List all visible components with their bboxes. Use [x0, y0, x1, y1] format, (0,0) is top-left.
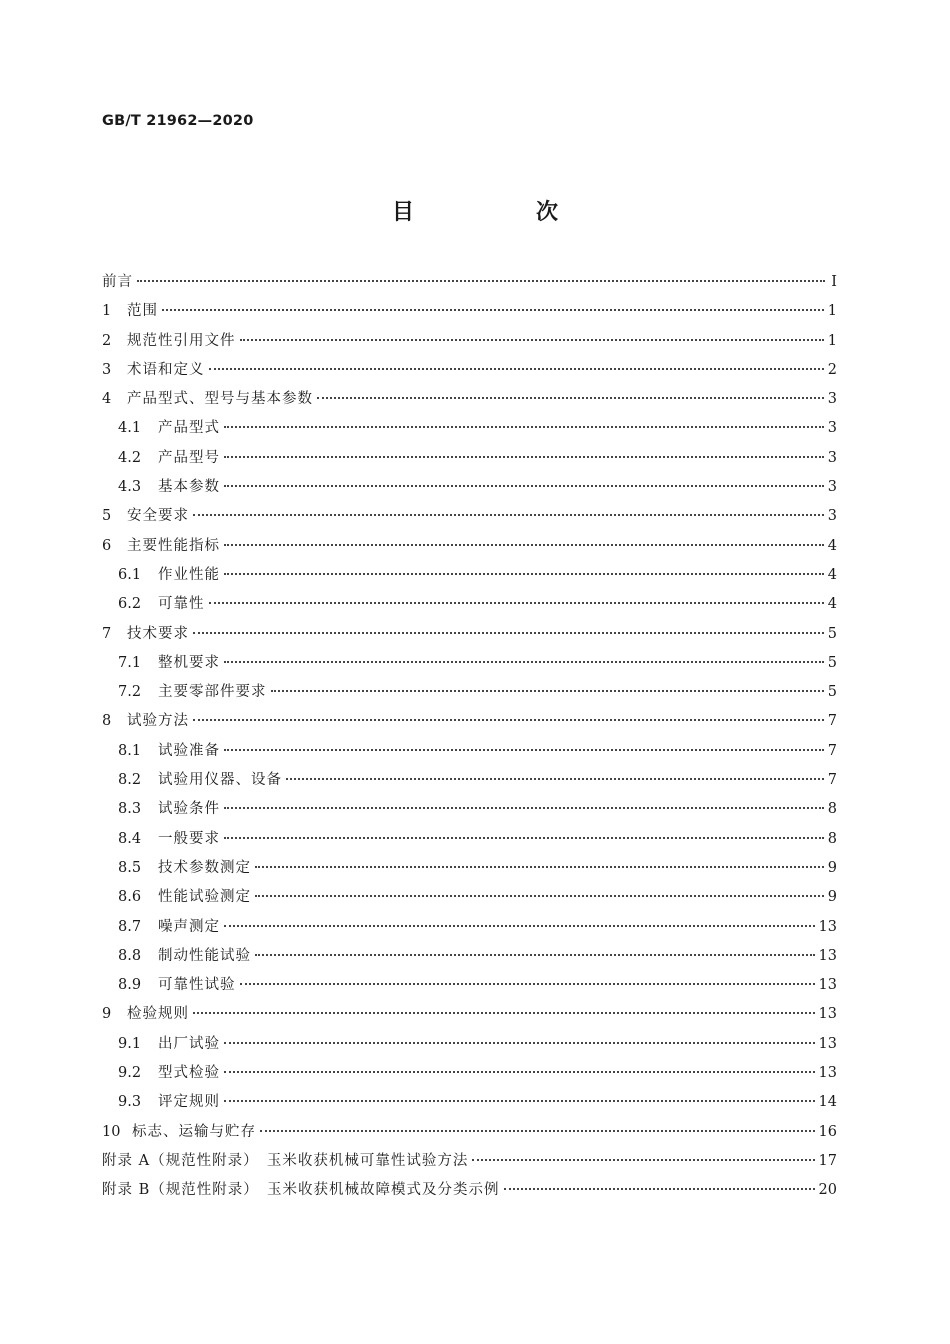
toc-entry-label: 可靠性 — [158, 596, 205, 613]
toc-entry-number: 4.3 — [118, 479, 142, 496]
toc-entry-number: 3 — [102, 361, 112, 378]
toc-entry-number: 4.1 — [118, 420, 142, 437]
toc-entry-number: 8.4 — [118, 830, 142, 847]
toc-entry-page: 4 — [827, 566, 837, 583]
toc-entry-page: 13 — [818, 947, 837, 964]
toc-entry-label: 检验规则 — [127, 1006, 189, 1023]
toc-entry[interactable] — [102, 563, 837, 592]
toc-entry[interactable] — [102, 768, 837, 797]
toc-entry-label: 产品型号 — [158, 449, 220, 466]
toc-entry-page: 13 — [818, 1006, 837, 1023]
toc-entry[interactable] — [102, 944, 837, 973]
toc-entry-label: 附录 A（规范性附录） 玉米收获机械可靠性试验方法 — [102, 1152, 469, 1169]
toc-entry[interactable] — [102, 797, 837, 826]
toc-entry-label: 规范性引用文件 — [127, 332, 236, 349]
toc-entry-label: 附录 B（规范性附录） 玉米收获机械故障模式及分类示例 — [102, 1182, 500, 1199]
toc-leader-dots — [255, 895, 824, 897]
toc-entry-label: 性能试验测定 — [158, 889, 251, 906]
toc-entry-page: 16 — [818, 1123, 837, 1140]
toc-entry-label: 主要零部件要求 — [158, 684, 267, 701]
standard-code: GB/T 21962—2020 — [102, 113, 254, 129]
toc-entry-page: 13 — [818, 918, 837, 935]
toc-entry-number: 8 — [102, 713, 112, 730]
toc-leader-dots — [224, 456, 824, 458]
toc-entry-number: 8.3 — [118, 801, 142, 818]
toc-entry-page: 4 — [827, 596, 837, 613]
toc-entry-page: 7 — [827, 772, 837, 789]
toc-entry[interactable] — [102, 1061, 837, 1090]
toc-entry-number: 8.8 — [118, 947, 142, 964]
toc-entry-page: 17 — [818, 1152, 837, 1169]
toc-entry[interactable] — [102, 885, 837, 914]
toc-entry-page: 9 — [827, 889, 837, 906]
toc-entry-label: 产品型式 — [158, 420, 220, 437]
toc-entry[interactable] — [102, 329, 837, 358]
toc-entry-page: 3 — [827, 449, 837, 466]
toc-entry[interactable] — [102, 739, 837, 768]
toc-leader-dots — [209, 602, 824, 604]
toc-entry-page: 9 — [827, 859, 837, 876]
toc-leader-dots — [240, 339, 824, 341]
toc-leader-dots — [240, 983, 815, 985]
toc-entry-page: 13 — [818, 1035, 837, 1052]
toc-leader-dots — [472, 1159, 814, 1161]
toc-entry-page: 3 — [827, 420, 837, 437]
toc-entry-label: 基本参数 — [158, 479, 220, 496]
toc-entry-page: 5 — [827, 684, 837, 701]
toc-leader-dots — [224, 661, 824, 663]
toc-entry[interactable] — [102, 358, 837, 387]
toc-entry-number: 9 — [102, 1006, 112, 1023]
toc-entry-number: 8.5 — [118, 859, 142, 876]
toc-entry-number: 1 — [102, 303, 112, 320]
toc-entry-page: 5 — [827, 654, 837, 671]
toc-entry-label: 试验方法 — [127, 713, 189, 730]
toc-entry-label: 试验用仪器、设备 — [158, 772, 282, 789]
toc-entry[interactable] — [102, 299, 837, 328]
toc-entry-number: 2 — [102, 332, 112, 349]
toc-entry-label: 可靠性试验 — [158, 977, 236, 994]
toc-entry-number: 6.1 — [118, 566, 142, 583]
toc-entry-label: 标志、运输与贮存 — [132, 1123, 256, 1140]
toc-leader-dots — [193, 514, 824, 516]
toc-entry[interactable] — [102, 387, 837, 416]
toc-entry[interactable] — [102, 270, 837, 299]
toc-entry-number: 6.2 — [118, 596, 142, 613]
toc-entry[interactable] — [102, 534, 837, 563]
toc-entry[interactable] — [102, 709, 837, 738]
table-of-contents — [102, 270, 837, 1208]
toc-entry-page: 2 — [827, 361, 837, 378]
toc-entry[interactable] — [102, 1002, 837, 1031]
toc-entry-number: 8.2 — [118, 772, 142, 789]
toc-entry-label: 前言 — [102, 274, 133, 290]
toc-leader-dots — [260, 1130, 815, 1132]
toc-entry-page: 7 — [827, 713, 837, 730]
toc-entry[interactable] — [102, 446, 837, 475]
toc-entry-page: 13 — [818, 977, 837, 994]
toc-entry-label: 整机要求 — [158, 654, 220, 671]
toc-entry-page: 3 — [827, 479, 837, 496]
toc-entry[interactable] — [102, 915, 837, 944]
toc-leader-dots — [162, 309, 824, 311]
toc-entry-label: 技术参数测定 — [158, 859, 251, 876]
toc-entry-label: 范围 — [127, 303, 158, 320]
toc-entry[interactable] — [102, 856, 837, 885]
toc-leader-dots — [224, 1042, 815, 1044]
toc-entry-page: 4 — [827, 537, 837, 554]
toc-entry[interactable] — [102, 504, 837, 533]
toc-entry-label: 试验条件 — [158, 801, 220, 818]
toc-entry[interactable] — [102, 973, 837, 1002]
toc-entry-page: Ⅰ — [831, 274, 837, 290]
toc-entry-page: 3 — [827, 391, 837, 408]
toc-entry-number: 7 — [102, 625, 112, 642]
toc-leader-dots — [209, 368, 824, 370]
toc-entry-number: 7.2 — [118, 684, 142, 701]
toc-leader-dots — [137, 280, 825, 282]
toc-entry-page: 8 — [827, 830, 837, 847]
toc-entry-label: 作业性能 — [158, 566, 220, 583]
toc-entry-number: 4 — [102, 391, 112, 408]
toc-entry-page: 14 — [818, 1094, 837, 1111]
toc-leader-dots — [317, 397, 824, 399]
toc-leader-dots — [255, 954, 815, 956]
toc-entry[interactable] — [102, 1032, 837, 1061]
toc-entry-label: 术语和定义 — [127, 361, 205, 378]
toc-entry-label: 产品型式、型号与基本参数 — [127, 391, 313, 408]
toc-entry[interactable] — [102, 622, 837, 651]
toc-entry[interactable] — [102, 680, 837, 709]
toc-leader-dots — [224, 925, 815, 927]
toc-leader-dots — [224, 1071, 815, 1073]
toc-entry-page: 5 — [827, 625, 837, 642]
toc-entry-number: 9.2 — [118, 1065, 142, 1082]
toc-leader-dots — [271, 690, 824, 692]
toc-leader-dots — [286, 778, 824, 780]
toc-leader-dots — [224, 807, 824, 809]
toc-entry-number: 6 — [102, 537, 112, 554]
toc-entry-page: 20 — [818, 1182, 837, 1199]
toc-entry-number: 8.9 — [118, 977, 142, 994]
toc-entry[interactable] — [102, 1149, 837, 1178]
toc-leader-dots — [224, 749, 824, 751]
toc-entry-number: 9.3 — [118, 1094, 142, 1111]
toc-entry-page: 1 — [827, 303, 837, 320]
toc-entry-label: 主要性能指标 — [127, 537, 220, 554]
toc-leader-dots — [255, 866, 824, 868]
toc-entry-label: 安全要求 — [127, 508, 189, 525]
toc-entry-page: 8 — [827, 801, 837, 818]
toc-entry-label: 评定规则 — [158, 1094, 220, 1111]
toc-entry-page: 7 — [827, 742, 837, 759]
toc-entry-label: 技术要求 — [127, 625, 189, 642]
toc-leader-dots — [224, 837, 824, 839]
toc-leader-dots — [224, 1100, 815, 1102]
toc-leader-dots — [193, 1012, 815, 1014]
toc-entry-label: 噪声测定 — [158, 918, 220, 935]
toc-entry-label: 型式检验 — [158, 1065, 220, 1082]
toc-entry-number: 10 — [102, 1123, 121, 1140]
toc-entry-label: 出厂试验 — [158, 1035, 220, 1052]
toc-entry-number: 8.6 — [118, 889, 142, 906]
toc-leader-dots — [224, 573, 824, 575]
toc-leader-dots — [193, 719, 824, 721]
toc-entry[interactable] — [102, 1090, 837, 1119]
toc-entry-page: 3 — [827, 508, 837, 525]
toc-entry[interactable] — [102, 651, 837, 680]
toc-leader-dots — [193, 632, 824, 634]
toc-leader-dots — [224, 426, 824, 428]
toc-entry[interactable] — [102, 475, 837, 504]
toc-entry[interactable] — [102, 592, 837, 621]
toc-entry-number: 9.1 — [118, 1035, 142, 1052]
toc-entry[interactable] — [102, 1120, 837, 1149]
toc-entry-label: 一般要求 — [158, 830, 220, 847]
toc-entry-number: 5 — [102, 508, 112, 525]
toc-entry-number: 4.2 — [118, 449, 142, 466]
toc-entry[interactable] — [102, 827, 837, 856]
toc-leader-dots — [224, 544, 824, 546]
toc-entry[interactable] — [102, 1178, 837, 1207]
toc-entry-label: 制动性能试验 — [158, 947, 251, 964]
toc-leader-dots — [224, 485, 824, 487]
toc-entry-page: 1 — [827, 332, 837, 349]
toc-entry-page: 13 — [818, 1065, 837, 1082]
toc-entry-number: 8.7 — [118, 918, 142, 935]
toc-leader-dots — [504, 1188, 815, 1190]
toc-entry[interactable] — [102, 416, 837, 445]
toc-entry-number: 7.1 — [118, 654, 142, 671]
toc-entry-number: 8.1 — [118, 742, 142, 759]
page-title: 目 次 — [391, 200, 608, 225]
toc-entry-label: 试验准备 — [158, 742, 220, 759]
